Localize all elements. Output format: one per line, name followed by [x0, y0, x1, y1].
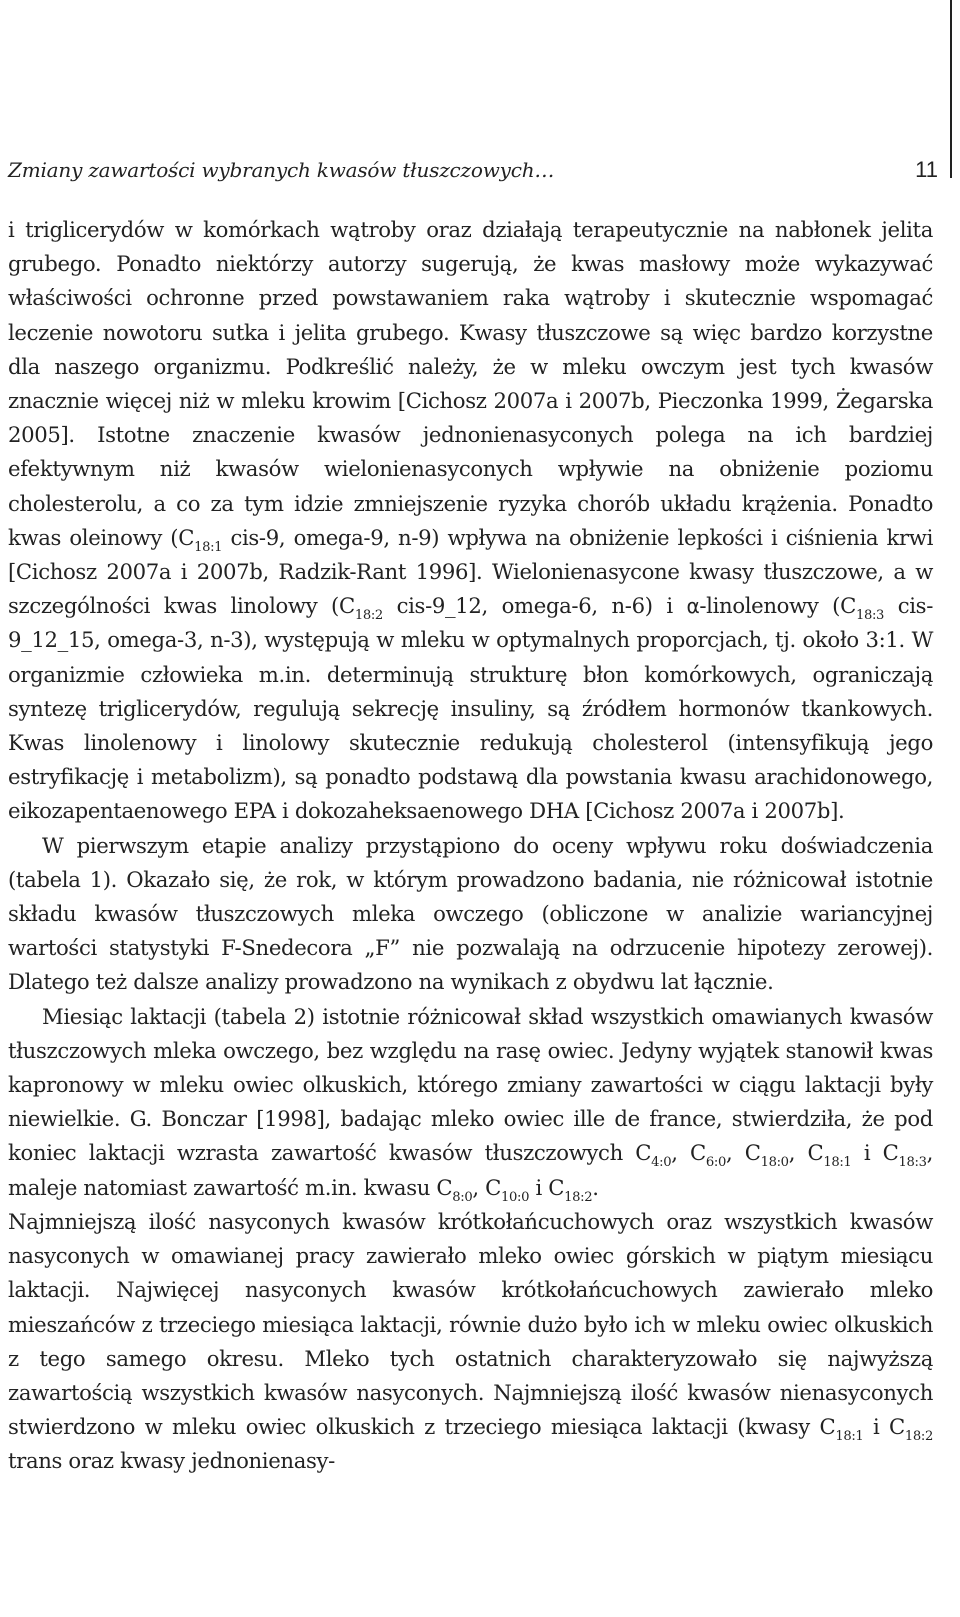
subscript: 18:1: [194, 539, 223, 555]
running-title: Zmiany zawartości wybranych kwasów tłuszczowych…: [8, 158, 555, 182]
text-run: W pierwszym etapie analizy przystąpiono do oceny wpływu roku doświadczenia (tabela 1). Okazało się, że rok, w którym prowadzono badania, nie różnicował istotnie składu kwasów tłuszczowych mleka owczego (obliczone w analizie wariancyjnej wartości statystyki F-Snedecora „F” nie pozwalają na odrzucenie hipotezy zerowej). Dlatego też dalsze analizy prowadzono na wynikach z obydwu lat łącznie.: [8, 832, 933, 995]
text-run: i triglicerydów w komórkach wątroby oraz działają terapeutycznie na nabłonek jelita grubego. Ponadto niektórzy autorzy sugerują, że kwas masłowy może wykazywać właściwości ochronne przed powstawaniem raka wątroby i skutecznie wspomagać leczenie nowotoru sutka i jelita grubego. Kwasy tłuszczowe są więc bardzo korzystne dla naszego organizmu. Podkreślić należy, że w mleku owczym jest tych kwasów znacznie więcej niż w mleku krowim [Cichosz 2007a i 2007b, Pieczonka 1999, Żegarska 2005]. Istotne znaczenie kwasów jednonienasyconych polega na ich bardziej efektywnym niż kwasów wielonienasyconych wpływie na obniżenie poziomu cholesterolu, a co za tym idzie zmniejszenie ryzyka chorób układu krążenia. Ponadto kwas oleinowy (C: [8, 217, 933, 550]
running-header: [8, 153, 938, 187]
text-run: , C: [788, 1140, 824, 1166]
text-run: i C: [851, 1140, 899, 1166]
paragraph: [8, 1000, 933, 1205]
paragraph: [8, 829, 933, 1000]
subscript: 18:2: [564, 1189, 593, 1205]
text-run: , C: [725, 1140, 761, 1166]
subscript: 18:1: [835, 1429, 864, 1445]
subscript: 10:0: [501, 1189, 530, 1205]
text-run: , C: [472, 1174, 501, 1200]
text-run: cis-9_12_15, omega-3, n-3), występują w mleku w optymalnych proporcjach, tj. około 3:1. W organizmie człowieka m.in. determinują strukturę błon komórkowych, ograniczają syntezę triglicerydów, regulują sekrecję insuliny, są źródłem hormonów tkankowych. Kwas linolenowy i linolowy skutecznie redukują cholesterol (intensyfikują jego estryfikację i metabolizm), są ponadto podstawą dla powstania kwasu arachidonowego, eikozapentaenowego EPA i dokozaheksaenowego DHA [Cichosz 2007a i 2007b].: [8, 593, 934, 824]
subscript: 18:2: [354, 608, 383, 624]
subscript: 18:0: [760, 1155, 789, 1171]
text-run: cis-9, omega-9, n-9) wpływa na obniżenie lepkości i ciśnienia krwi [Cichosz 2007a i 2007b, Radzik-Rant 1996]. Wielonienasycone kwasy tłuszczowe, a w szczególności kwas linolowy (C: [8, 524, 933, 619]
greek-letter: α: [686, 594, 700, 619]
paragraph: [8, 213, 933, 829]
text-run: i C: [529, 1174, 565, 1200]
text-run: Miesiąc laktacji (tabela 2) istotnie różnicował skład wszystkich omawianych kwasów tłuszczowych mleka owczego, bez względu na rasę owiec. Jedyny wyjątek stanowił kwas kapronowy w mleku owiec olkuskich, którego zmiany zawartości w ciągu laktacji były niewielkie. G. Bonczar [1998], badając mleko owiec ille de france, stwierdziła, że pod koniec laktacji wzrasta zawartość kwasów tłuszczowych C: [8, 1003, 933, 1166]
subscript: 18:1: [823, 1155, 852, 1171]
subscript: 18:3: [898, 1155, 927, 1171]
text-run: -linolenowy (C: [699, 593, 856, 619]
text-run: Najmniejszą ilość nasyconych kwasów krótkołańcuchowych oraz wszystkich kwasów nasyconych w omawianej pracy zawierało mleko owiec górskich w piątym miesiącu laktacji. Najwięcej nasyconych kwasów krótkołańcuchowych zawierało mleko mieszańców z trzeciego miesiąca laktacji, równie dużo było ich w mleku owiec olkuskich z tego samego okresu. Mleko tych ostatnich charakteryzowało się najwyższą zawartością wszystkich kwasów nasyconych. Najmniejszą ilość kwasów nienasyconych stwierdzono w mleku owiec olkuskich z trzeciego miesiąca laktacji (kwasy C: [8, 1208, 933, 1440]
text-run: trans oraz kwasy jednonienasy-: [8, 1448, 335, 1474]
text-run: cis-9_12, omega-6, n-6) i: [382, 593, 687, 619]
page-number: 11: [915, 157, 938, 182]
subscript: 18:3: [855, 608, 885, 624]
text-run: , C: [671, 1140, 706, 1166]
subscript: 4:0: [651, 1155, 672, 1171]
text-run: i C: [863, 1414, 905, 1440]
subscript: 18:2: [904, 1429, 933, 1445]
text-run: , maleje natomiast zawartość m.in. kwasu C: [8, 1140, 933, 1200]
body-text: [8, 213, 933, 1479]
page-edge-rule: [950, 0, 952, 178]
subscript: 8:0: [452, 1189, 473, 1205]
paragraph: [8, 1205, 933, 1479]
subscript: 6:0: [705, 1155, 726, 1171]
text-run: .: [592, 1174, 599, 1200]
